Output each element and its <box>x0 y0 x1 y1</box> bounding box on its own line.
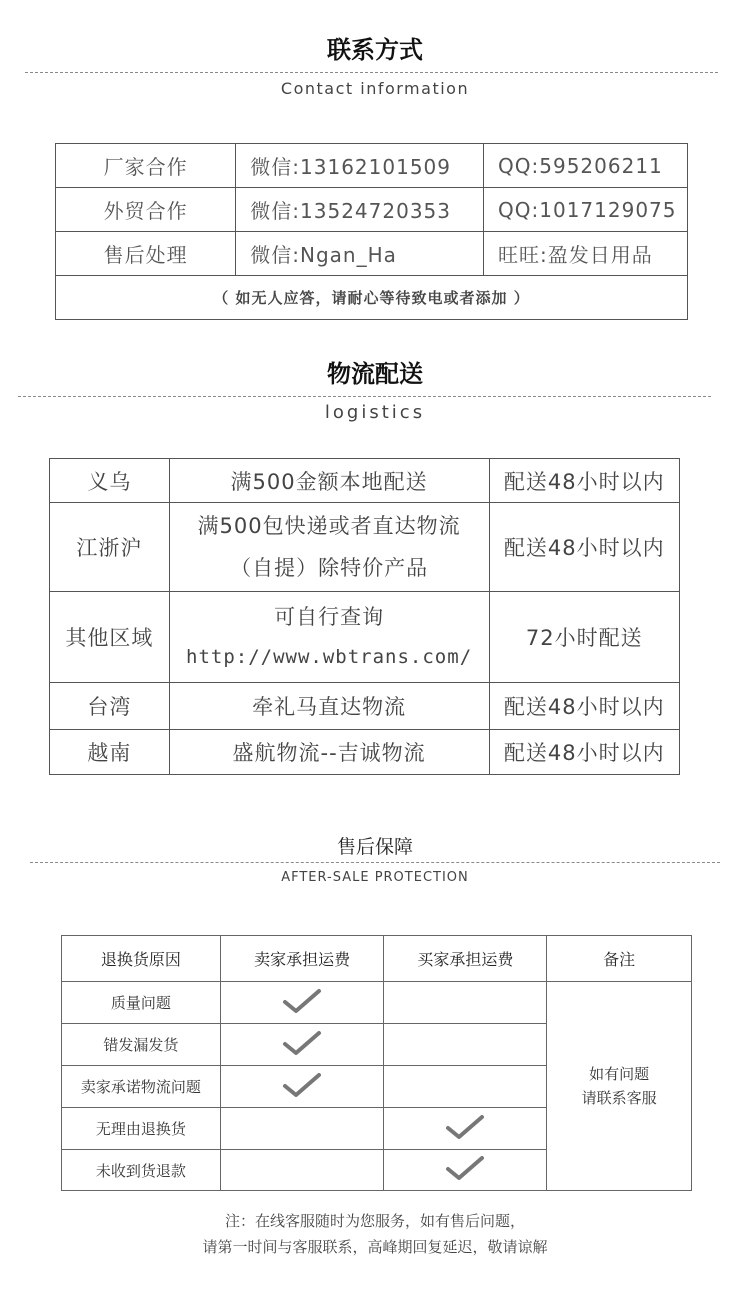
contact-role: 售后处理 <box>56 232 236 276</box>
logistics-region: 台湾 <box>50 683 170 730</box>
contact-subtitle: Contact information <box>280 79 470 98</box>
aftersale-subtitle: AFTER-SALE PROTECTION <box>281 870 469 885</box>
contact-wechat: 微信:Ngan_Ha <box>236 232 484 276</box>
contact-note: （ 如无人应答，请耐心等待致电或者添加 ） <box>56 276 688 320</box>
contact-title: 联系方式 <box>327 36 423 64</box>
contact-wechat: 微信:13524720353 <box>236 188 484 232</box>
aftersale-reason: 未收到货退款 <box>62 1150 221 1191</box>
logistics-row <box>50 592 680 683</box>
aftersale-reason: 错发漏发货 <box>62 1024 221 1066</box>
contact-row <box>56 232 688 276</box>
logistics-divider <box>18 396 711 397</box>
contact-role: 外贸合作 <box>56 188 236 232</box>
logistics-region: 其他区域 <box>50 592 170 683</box>
logistics-region: 义乌 <box>50 459 170 503</box>
contact-row <box>56 188 688 232</box>
logistics-policy: 满500包快递或者直达物流 <box>197 514 461 538</box>
remark-line-1: 如有问题 <box>589 1065 650 1083</box>
seller-cell <box>220 1150 384 1191</box>
check-icon <box>282 1071 322 1099</box>
logistics-policy: 盛航物流--吉诚物流 <box>169 730 489 775</box>
contact-divider <box>25 72 718 73</box>
aftersale-reason: 卖家承诺物流问题 <box>62 1066 221 1108</box>
seller-cell <box>220 982 384 1024</box>
aftersale-header-row <box>62 936 692 982</box>
header-buyer-pays: 买家承担运费 <box>384 936 547 982</box>
check-icon <box>282 1029 322 1057</box>
logistics-title: 物流配送 <box>327 360 423 388</box>
logistics-row <box>50 730 680 775</box>
logistics-time: 配送48小时以内 <box>489 730 679 775</box>
seller-cell <box>220 1024 384 1066</box>
logistics-row <box>50 459 680 503</box>
seller-cell <box>220 1066 384 1108</box>
contact-row <box>56 144 688 188</box>
logistics-link[interactable]: http://www.wbtrans.com/ <box>186 646 473 668</box>
check-icon <box>445 1113 485 1141</box>
header-remark: 备注 <box>547 936 692 982</box>
footer-note-line-2: 请第一时间与客服联系，高峰期回复延迟，敬请谅解 <box>202 1238 548 1256</box>
header-reason: 退换货原因 <box>62 936 221 982</box>
buyer-cell <box>384 982 547 1024</box>
contact-role: 厂家合作 <box>56 144 236 188</box>
logistics-time: 72小时配送 <box>489 592 679 683</box>
buyer-cell <box>384 1108 547 1150</box>
logistics-policy: 满500金额本地配送 <box>169 459 489 503</box>
logistics-time: 配送48小时以内 <box>489 459 679 503</box>
logistics-row <box>50 503 680 592</box>
contact-wechat: 微信:13162101509 <box>236 144 484 188</box>
aftersale-table <box>61 935 692 1191</box>
aftersale-title: 售后保障 <box>336 836 413 858</box>
check-icon <box>445 1154 485 1182</box>
logistics-time: 配送48小时以内 <box>489 503 679 592</box>
seller-cell <box>220 1108 384 1150</box>
logistics-row <box>50 683 680 730</box>
logistics-policy: 牵礼马直达物流 <box>169 683 489 730</box>
buyer-cell <box>384 1066 547 1108</box>
buyer-cell <box>384 1150 547 1191</box>
footer-note-line-1: 注：在线客服随时为您服务，如有售后问题， <box>224 1212 525 1230</box>
logistics-time: 配送48小时以内 <box>489 683 679 730</box>
aftersale-reason: 无理由退换货 <box>62 1108 221 1150</box>
contact-other: 旺旺:盈发日用品 <box>484 232 688 276</box>
aftersale-reason: 质量问题 <box>62 982 221 1024</box>
logistics-policy-extra: （自提）除特价产品 <box>230 556 429 580</box>
aftersale-divider <box>30 862 720 863</box>
remark-line-2: 请联系客服 <box>581 1089 657 1107</box>
buyer-cell <box>384 1024 547 1066</box>
check-icon <box>282 987 322 1015</box>
contact-table <box>55 143 688 320</box>
logistics-policy: 可自行查询 <box>274 605 385 629</box>
logistics-region: 越南 <box>50 730 170 775</box>
aftersale-row <box>62 982 692 1024</box>
logistics-table <box>49 458 680 775</box>
logistics-region: 江浙沪 <box>50 503 170 592</box>
contact-other: QQ:595206211 <box>484 144 688 188</box>
contact-other: QQ:1017129075 <box>484 188 688 232</box>
logistics-subtitle: logistics <box>324 402 426 423</box>
header-seller-pays: 卖家承担运费 <box>220 936 384 982</box>
